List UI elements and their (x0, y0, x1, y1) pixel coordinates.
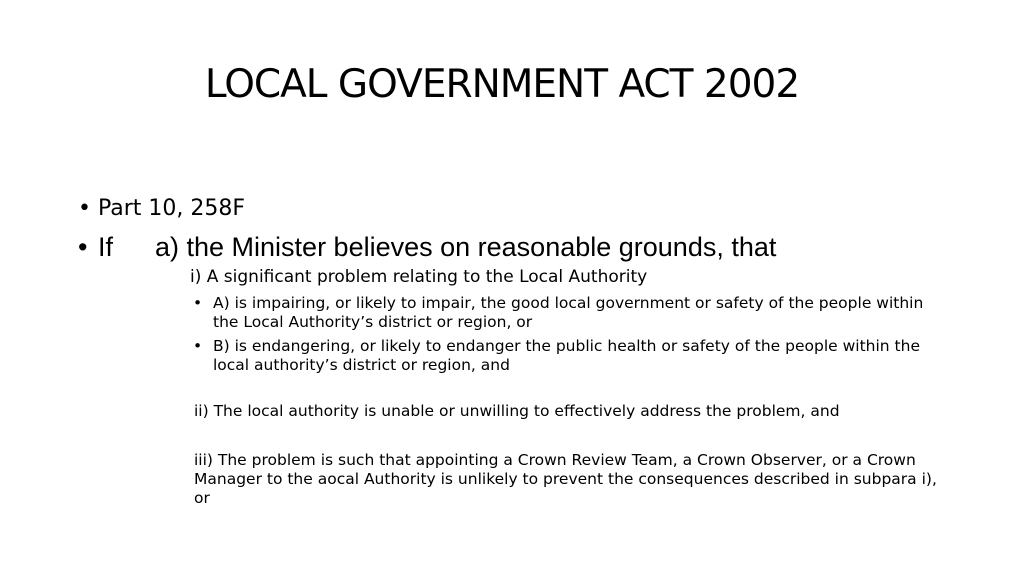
sub-para-i: i) A significant problem relating to the Local Authority (190, 267, 648, 287)
bullet-text: Part 10, 258F (98, 196, 246, 221)
clause-a-text: a) the Minister believes on reasonable grounds, that (155, 232, 777, 262)
bullet-marker: • (78, 232, 88, 262)
bullet-text: If (98, 232, 114, 262)
sub-item-text: B) is endangering, or likely to endanger the public health or safety of the people within the local authority’s district or region, and (213, 337, 920, 374)
slide-title: LOCAL GOVERNMENT ACT 2002 (204, 62, 800, 107)
sub-para-iii: iii) The problem is such that appointing a Crown Review Team, a Crown Observer, or a Crown Manager to the aocal Authority is unlikely to prevent the consequences described in subpara i), or (194, 451, 937, 507)
bullet-marker: • (78, 196, 91, 221)
bullet-marker: • (193, 337, 203, 355)
sub-item-text: A) is impairing, or likely to impair, the good local government or safety of the people within the Local Authority’s district or region, or (213, 294, 924, 331)
sub-para-ii: ii) The local authority is unable or unwilling to effectively address the problem, and (194, 402, 840, 420)
bullet-marker: • (193, 294, 203, 312)
